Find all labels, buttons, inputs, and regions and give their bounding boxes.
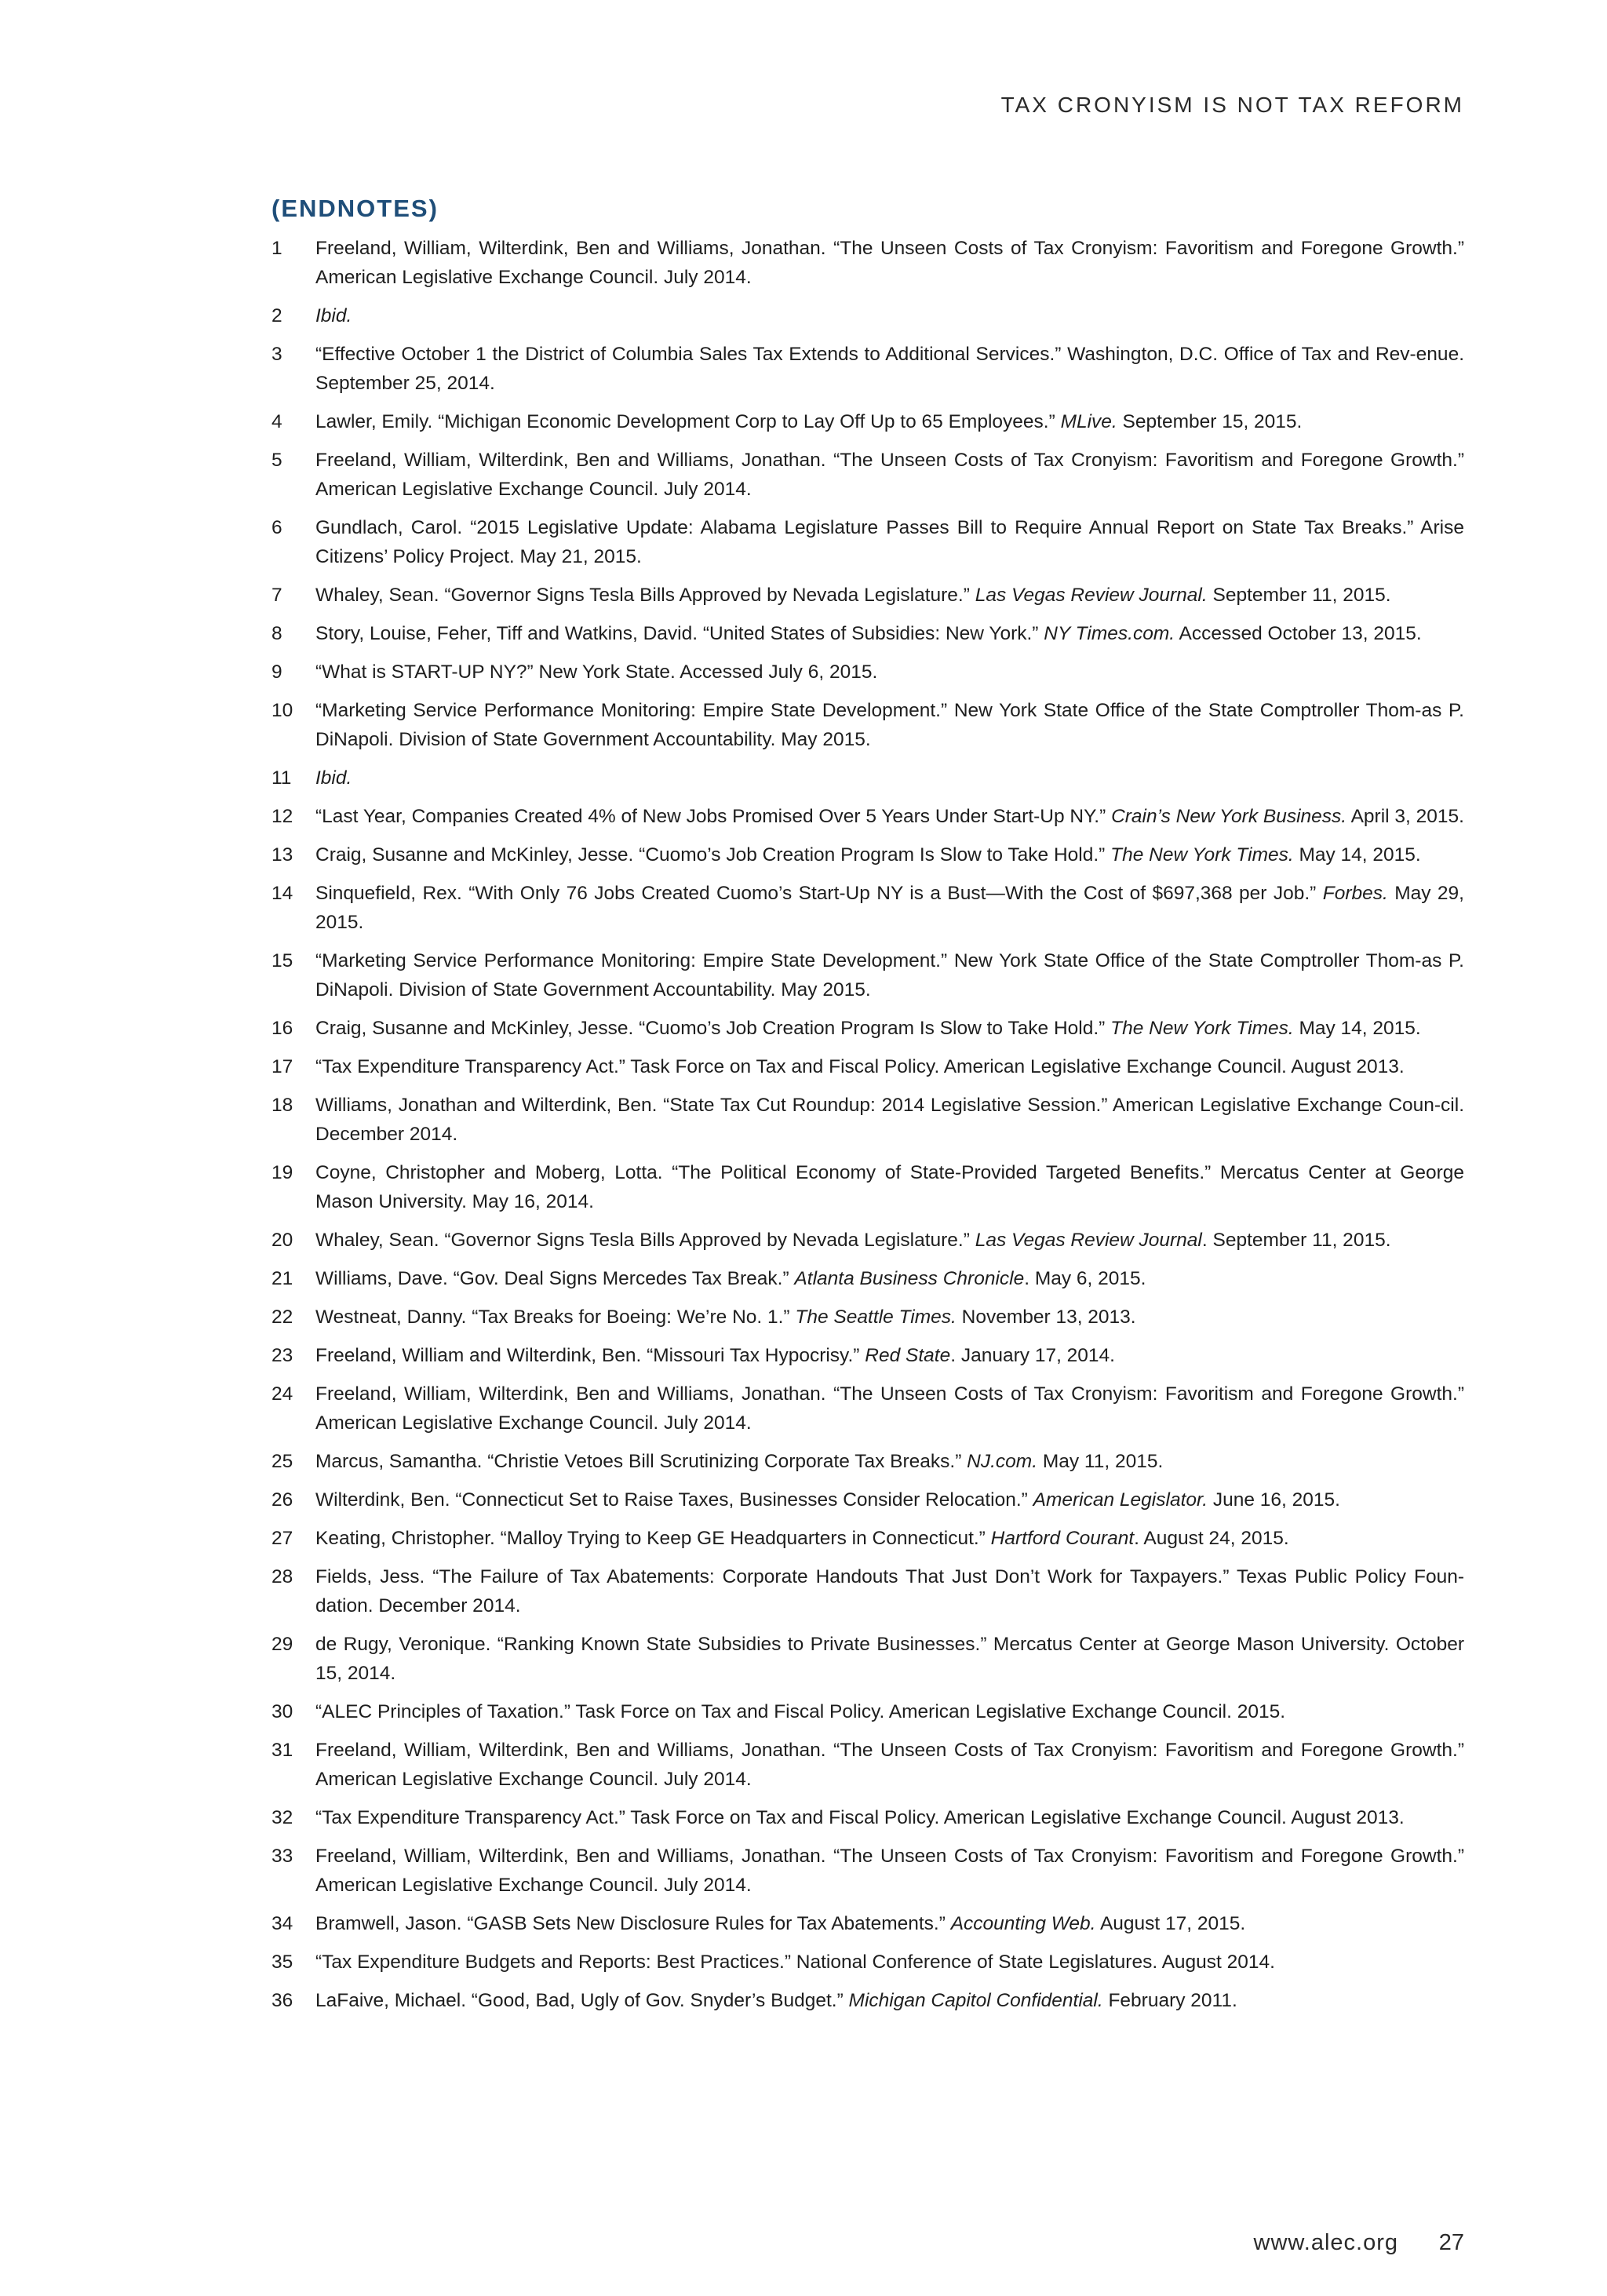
endnote-source-title: The New York Times. (1110, 844, 1294, 866)
endnote-source-title: Ibid. (315, 767, 352, 789)
endnote-text (315, 238, 1464, 288)
endnote-text-segment: Freeland, William, Wilterdink, Ben and Williams, Jonathan. “The Unseen Costs of Tax Cronyism: Favoritism and Foregone Growth.” American Legislative Exchange Council. July 2014. (315, 238, 1464, 288)
endnote-text (315, 1528, 1289, 1549)
endnote-text-segment: Whaley, Sean. “Governor Signs Tesla Bills Approved by Nevada Legislature.” (315, 1230, 975, 1251)
endnote-text-segment: Westneat, Danny. “Tax Breaks for Boeing: We’re No. 1.” (315, 1307, 796, 1328)
endnote-text (315, 1383, 1464, 1434)
endnote-item (271, 1341, 1464, 1370)
endnote-item (271, 234, 1464, 292)
endnote-text-segment: Craig, Susanne and McKinley, Jesse. “Cuomo’s Job Creation Program Is Slow to Take Hold.” (315, 1018, 1111, 1039)
endnote-number: 31 (271, 1740, 293, 1761)
endnote-text-segment: August 17, 2015. (1095, 1913, 1246, 1934)
endnote-source-title: Las Vegas Review Journal (975, 1230, 1202, 1251)
running-header: TAX CRONYISM IS NOT TAX REFORM (1000, 93, 1464, 117)
endnote-text-segment: June 16, 2015. (1208, 1489, 1340, 1511)
endnote-text-segment: Coyne, Christopher and Moberg, Lotta. “The Political Economy of State-Provided Targeted Benefits.” Mercatus Center at George Mason University. May 16, 2014. (315, 1162, 1464, 1212)
endnote-number: 34 (271, 1913, 293, 1934)
endnote-text-segment: “What is START-UP NY?” New York State. Accessed July 6, 2015. (315, 661, 878, 683)
endnote-text-segment: Keating, Christopher. “Malloy Trying to Keep GE Headquarters in Connecticut.” (315, 1528, 991, 1549)
endnote-source-title: Red State (865, 1345, 951, 1366)
footer-url[interactable]: www.alec.org (1253, 2230, 1398, 2255)
endnote-text (315, 450, 1464, 500)
endnote-number: 29 (271, 1634, 293, 1655)
endnote-text (315, 517, 1464, 567)
endnote-text-segment: “Marketing Service Performance Monitoring: Empire State Development.” New York State Office of the State Comptroller Thom-as P. DiNapoli. Division of State Government Accountability. May 2015. (315, 950, 1464, 1000)
endnote-text (315, 1740, 1464, 1790)
endnote-number: 33 (271, 1846, 293, 1867)
endnote-text-segment: November 13, 2013. (956, 1307, 1136, 1328)
endnote-text (315, 1162, 1464, 1212)
endnote-number: 9 (271, 661, 282, 683)
endnote-text-segment: “Tax Expenditure Budgets and Reports: Best Practices.” National Conference of State Legislatures. August 2014. (315, 1952, 1275, 1973)
endnote-number: 16 (271, 1018, 293, 1039)
endnote-number: 14 (271, 883, 293, 904)
endnote-number: 22 (271, 1307, 293, 1328)
endnote-number: 23 (271, 1345, 293, 1366)
endnote-text-segment: May 14, 2015. (1293, 1018, 1421, 1039)
endnote-text-segment: Whaley, Sean. “Governor Signs Tesla Bills Approved by Nevada Legislature.” (315, 585, 975, 606)
endnote-text (315, 344, 1464, 394)
endnote-number: 36 (271, 1990, 293, 2011)
endnote-text (315, 1018, 1421, 1039)
endnote-text-segment: Freeland, William, Wilterdink, Ben and Williams, Jonathan. “The Unseen Costs of Tax Cronyism: Favoritism and Foregone Growth.” American Legislative Exchange Council. July 2014. (315, 1846, 1464, 1896)
endnote-source-title: Forbes. (1322, 883, 1388, 904)
endnote-source-title: The New York Times. (1110, 1018, 1294, 1039)
endnote-text-segment: “Last Year, Companies Created 4% of New Jobs Promised Over 5 Years Under Start-Up NY.” (315, 806, 1112, 827)
endnote-text (315, 623, 1422, 644)
endnote-number: 24 (271, 1383, 293, 1405)
endnote-text-segment: Marcus, Samantha. “Christie Vetoes Bill Scrutinizing Corporate Tax Breaks.” (315, 1451, 967, 1472)
endnote-text (315, 585, 1391, 606)
endnote-text (315, 1307, 1136, 1328)
endnote-item (271, 1524, 1464, 1553)
endnote-source-title: NY Times.com. (1044, 623, 1175, 644)
endnote-number: 30 (271, 1701, 293, 1722)
endnote-text-segment: February 2011. (1102, 1990, 1237, 2011)
endnote-item (271, 446, 1464, 504)
endnote-item (271, 1447, 1464, 1476)
endnote-text-segment: Freeland, William, Wilterdink, Ben and Williams, Jonathan. “The Unseen Costs of Tax Cronyism: Favoritism and Foregone Growth.” American Legislative Exchange Council. July 2014. (315, 1740, 1464, 1790)
endnote-text (315, 1990, 1237, 2011)
endnote-number: 7 (271, 585, 282, 606)
endnote-item (271, 513, 1464, 571)
endnote-text-segment: Sinquefield, Rex. “With Only 76 Jobs Created Cuomo’s Start-Up NY is a Bust—With the Cost of $697,368 per Job.” (315, 883, 1323, 904)
endnote-number: 25 (271, 1451, 293, 1472)
endnote-text-segment: “Tax Expenditure Transparency Act.” Task Force on Tax and Fiscal Policy. American Legislative Exchange Council. August 2013. (315, 1056, 1405, 1077)
endnote-item (271, 1562, 1464, 1620)
endnote-text (315, 1056, 1405, 1077)
endnote-number: 11 (271, 767, 292, 789)
endnote-text-segment: April 3, 2015. (1346, 806, 1464, 827)
endnote-source-title: Ibid. (315, 305, 352, 326)
endnote-number: 6 (271, 517, 282, 538)
endnote-text (315, 411, 1302, 432)
endnote-source-title: Las Vegas Review Journal. (975, 585, 1208, 606)
endnote-text-segment: “Tax Expenditure Transparency Act.” Task Force on Tax and Fiscal Policy. American Legislative Exchange Council. August 2013. (315, 1807, 1405, 1828)
endnote-text-segment: Story, Louise, Feher, Tiff and Watkins, David. “United States of Subsidies: New York.” (315, 623, 1044, 644)
endnote-number: 26 (271, 1489, 293, 1511)
endnote-source-title: NJ.com. (967, 1451, 1038, 1472)
endnote-item (271, 1803, 1464, 1832)
endnote-item (271, 1948, 1464, 1977)
endnote-text (315, 1701, 1285, 1722)
endnote-text (315, 1230, 1391, 1251)
endnote-item (271, 340, 1464, 398)
endnote-item (271, 1485, 1464, 1514)
endnote-text-segment: “Effective October 1 the District of Columbia Sales Tax Extends to Additional Services.” Washington, D.C. Office of Tax and Rev-enue. September 25, 2014. (315, 344, 1464, 394)
endnote-item (271, 764, 1464, 793)
endnote-number: 18 (271, 1095, 293, 1116)
endnote-item (271, 1052, 1464, 1081)
endnote-text-segment: September 11, 2015. (1207, 585, 1391, 606)
endnote-text (315, 1634, 1464, 1684)
endnote-number: 20 (271, 1230, 293, 1251)
endnote-text-segment: Wilterdink, Ben. “Connecticut Set to Raise Taxes, Businesses Consider Relocation.” (315, 1489, 1033, 1511)
endnote-text-segment: Craig, Susanne and McKinley, Jesse. “Cuomo’s Job Creation Program Is Slow to Take Hold.” (315, 844, 1111, 866)
endnote-text-segment: Fields, Jess. “The Failure of Tax Abatements: Corporate Handouts That Just Don’t Work for Taxpayers.” Texas Public Policy Foun-dation. December 2014. (315, 1566, 1464, 1616)
endnote-number: 8 (271, 623, 282, 644)
endnote-number: 4 (271, 411, 282, 432)
endnote-text (315, 1566, 1464, 1616)
endnote-item (271, 1264, 1464, 1293)
endnote-text-segment: Williams, Jonathan and Wilterdink, Ben. “State Tax Cut Roundup: 2014 Legislative Session.” American Legislative Exchange Coun-cil. December 2014. (315, 1095, 1464, 1145)
endnote-item (271, 1014, 1464, 1043)
endnote-text (315, 305, 352, 326)
endnotes-list (271, 234, 1464, 2024)
endnote-item (271, 1630, 1464, 1688)
endnote-text (315, 1807, 1405, 1828)
endnote-source-title: Michigan Capitol Confidential. (848, 1990, 1103, 2011)
endnote-number: 27 (271, 1528, 293, 1549)
endnote-item (271, 1842, 1464, 1900)
endnote-source-title: Accounting Web. (950, 1913, 1096, 1934)
endnote-number: 1 (271, 238, 282, 259)
endnote-item (271, 946, 1464, 1004)
endnote-item (271, 1226, 1464, 1255)
endnote-number: 10 (271, 700, 293, 721)
endnote-item (271, 658, 1464, 687)
page-number: 27 (1438, 2230, 1464, 2255)
endnote-number: 13 (271, 844, 293, 866)
endnote-item (271, 1158, 1464, 1216)
endnote-text-segment: May 11, 2015. (1037, 1451, 1164, 1472)
endnote-text (315, 661, 877, 683)
endnote-item (271, 840, 1464, 869)
endnote-item (271, 619, 1464, 648)
endnote-text (315, 1489, 1340, 1511)
endnote-text-segment: May 29, 2015. (315, 883, 1464, 933)
endnote-source-title: Hartford Courant (990, 1528, 1135, 1549)
endnote-text-segment: Accessed October 13, 2015. (1175, 623, 1422, 644)
endnote-text-segment: Bramwell, Jason. “GASB Sets New Disclosure Rules for Tax Abatements.” (315, 1913, 951, 1934)
endnote-number: 15 (271, 950, 293, 971)
endnote-number: 2 (271, 305, 282, 326)
endnote-text-segment: Williams, Dave. “Gov. Deal Signs Mercedes Tax Break.” (315, 1268, 795, 1289)
endnote-text-segment: . September 11, 2015. (1201, 1230, 1391, 1251)
endnote-item (271, 1091, 1464, 1149)
endnote-item (271, 301, 1464, 330)
endnote-text-segment: . January 17, 2014. (950, 1345, 1115, 1366)
endnote-text (315, 950, 1464, 1000)
endnote-number: 32 (271, 1807, 293, 1828)
endnote-text (315, 806, 1464, 827)
endnote-source-title: American Legislator. (1033, 1489, 1208, 1511)
endnote-text (315, 1268, 1146, 1289)
endnote-text (315, 1952, 1275, 1973)
endnote-text (315, 1846, 1464, 1896)
endnote-item (271, 1379, 1464, 1438)
endnote-text-segment: . May 6, 2015. (1024, 1268, 1146, 1289)
endnote-text (315, 1913, 1245, 1934)
endnote-text-segment: Gundlach, Carol. “2015 Legislative Update: Alabama Legislature Passes Bill to Require Annual Report on State Tax Breaks.” Arise Citizens’ Policy Project. May 21, 2015. (315, 517, 1464, 567)
endnote-text (315, 767, 352, 789)
endnote-text-segment: Freeland, William and Wilterdink, Ben. “Missouri Tax Hypocrisy.” (315, 1345, 865, 1366)
endnote-source-title: The Seattle Times. (795, 1307, 957, 1328)
endnote-number: 19 (271, 1162, 293, 1183)
endnote-number: 17 (271, 1056, 293, 1077)
endnote-text-segment: September 15, 2015. (1117, 411, 1303, 432)
endnote-item (271, 879, 1464, 937)
endnote-text (315, 1451, 1163, 1472)
endnote-text-segment: Lawler, Emily. “Michigan Economic Development Corp to Lay Off Up to 65 Employees.” (315, 411, 1061, 432)
endnote-item (271, 1697, 1464, 1726)
endnote-source-title: Crain’s New York Business. (1111, 806, 1347, 827)
endnote-text-segment: . August 24, 2015. (1134, 1528, 1289, 1549)
endnote-text-segment: Freeland, William, Wilterdink, Ben and Williams, Jonathan. “The Unseen Costs of Tax Cronyism: Favoritism and Foregone Growth.” American Legislative Exchange Council. July 2014. (315, 450, 1464, 500)
endnote-item (271, 802, 1464, 831)
endnote-text-segment: May 14, 2015. (1293, 844, 1421, 866)
endnote-text-segment: Freeland, William, Wilterdink, Ben and Williams, Jonathan. “The Unseen Costs of Tax Cronyism: Favoritism and Foregone Growth.” American Legislative Exchange Council. July 2014. (315, 1383, 1464, 1434)
endnote-number: 28 (271, 1566, 293, 1587)
endnote-item (271, 1303, 1464, 1332)
endnote-number: 35 (271, 1952, 293, 1973)
endnote-source-title: MLive. (1060, 411, 1117, 432)
section-heading: (ENDNOTES) (271, 195, 439, 222)
endnote-text (315, 844, 1421, 866)
endnote-text (315, 1095, 1464, 1145)
endnote-item (271, 696, 1464, 754)
endnote-text-segment: de Rugy, Veronique. “Ranking Known State Subsidies to Private Businesses.” Mercatus Center at George Mason University. October 15, 2014. (315, 1634, 1464, 1684)
endnote-item (271, 407, 1464, 436)
endnote-number: 5 (271, 450, 282, 471)
endnote-text-segment: “ALEC Principles of Taxation.” Task Force on Tax and Fiscal Policy. American Legislative Exchange Council. 2015. (315, 1701, 1286, 1722)
endnote-number: 3 (271, 344, 282, 365)
endnote-item (271, 1736, 1464, 1794)
endnote-text (315, 1345, 1115, 1366)
endnote-text-segment: LaFaive, Michael. “Good, Bad, Ugly of Gov. Snyder’s Budget.” (315, 1990, 849, 2011)
endnote-number: 12 (271, 806, 293, 827)
endnote-item (271, 1986, 1464, 2015)
endnote-text-segment: “Marketing Service Performance Monitoring: Empire State Development.” New York State Office of the State Comptroller Thom-as P. DiNapoli. Division of State Government Accountability. May 2015. (315, 700, 1464, 750)
endnote-item (271, 1909, 1464, 1938)
endnote-number: 21 (271, 1268, 293, 1289)
endnote-text (315, 700, 1464, 750)
endnote-item (271, 581, 1464, 610)
endnote-source-title: Atlanta Business Chronicle (794, 1268, 1025, 1289)
endnote-text (315, 883, 1464, 933)
